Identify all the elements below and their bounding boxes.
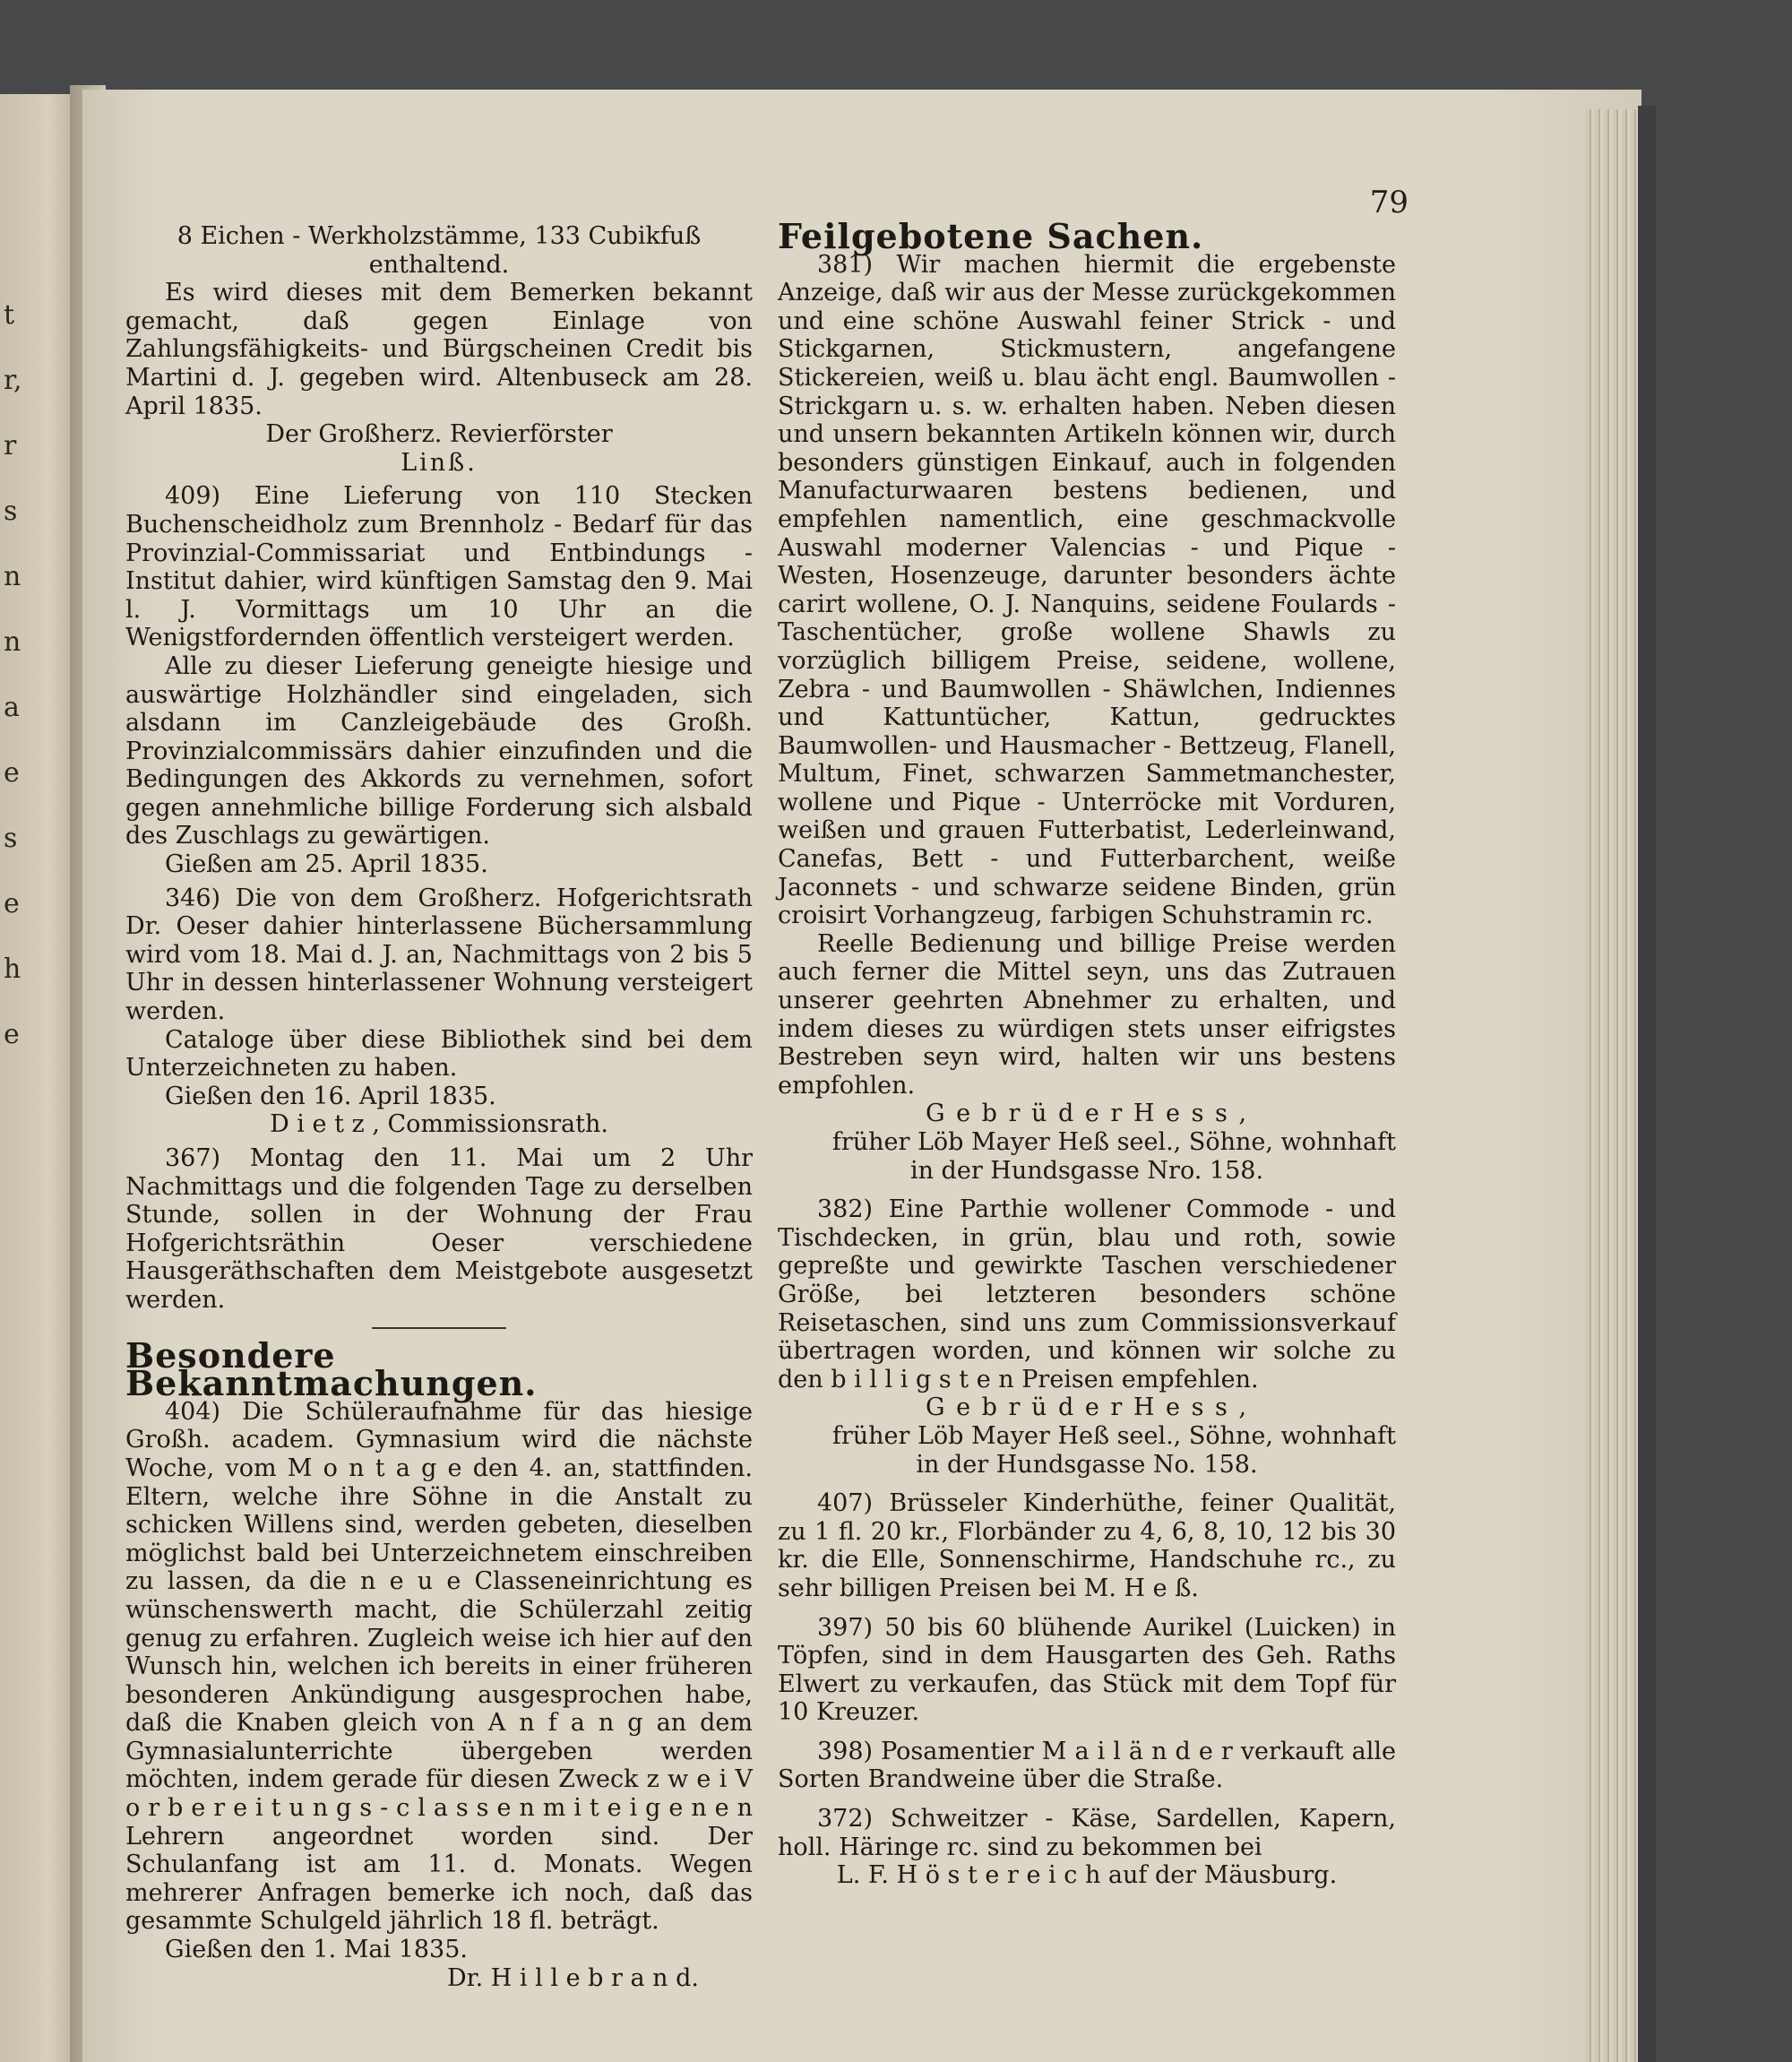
notice-397: 397) 50 bis 60 blühende Aurikel (Luicken) in Töpfen, sind in dem Hausgarten des Geh. Raths Elwert zu verkaufen, das Stück mit dem Topf für 10 Kreuzer.: [778, 1613, 1396, 1727]
notice-346-cont: Cataloge über diese Bibliothek sind bei dem Unterzeichneten zu haben.: [125, 1025, 753, 1083]
notice-404-signature: Dr. H i l l e b r a n d.: [447, 1963, 699, 1992]
notice-409: 409) Eine Lieferung von 110 Stecken Buchenscheidholz zum Brennholz - Bedarf für das Provinzial-Commissariat und Entbindungs - Institut dahier, wird künftigen Samstag den 9. Mai l. J. Vormittags um 10 Uhr an die Wenigstfordernden öffentlich versteigert werden.: [125, 482, 753, 652]
notice-381-cont: Reelle Bedienung und billige Preise werden auch ferner die Mittel seyn, uns das Zutrauen unserer geehrten Abnehmer zu erhalten, und indem dieses zu würdigen stets unser eifrigstes Bestreben seyn wird, halten wir uns bestens empfohlen.: [778, 929, 1396, 1100]
notice-372: 372) Schweitzer - Käse, Sardellen, Kapern, holl. Häringe rc. sind zu bekommen bei: [778, 1805, 1396, 1861]
left-signature-name: Linß.: [401, 448, 478, 477]
notice-346: 346) Die von dem Großherz. Hofgerichtsrath Dr. Oeser dahier hinterlassene Büchersammlung wird vom 18. Mai d. J. an, Nachmittags von 2 bis 5 Uhr in dessen hinterlassener Wohnung versteigert werden.: [125, 884, 753, 1026]
notice-372-signature: L. F. H ö s t e r e i c h auf der Mäusburg.: [836, 1861, 1338, 1890]
notice-404: 404) Die Schüleraufnahme für das hiesige Großh. academ. Gymnasium wird die nächste Woche, vom M o n t a g e den 4. an, stattfinden. Eltern, welche ihre Söhne in die Anstalt zu schicken Willens sind, werden gebeten, dieselben möglichst bald bei Unterzeichnetem einschreiben zu lassen, da die n e u e Classeneinrichtung es wünschenswerth macht, die Schülerzahl zeitig genug zu erfahren. Zugleich weise ich hier auf den Wunsch hin, welchen ich bereits in einer früheren besonderen Ankündigung ausgesprochen habe, daß die Knaben gleich von A n f a n g an dem Gymnasialunterrichte übergeben werden möchten, indem gerade für diesen Zweck z w e i V o r b e r e i t u n g s - c l a s s e n m i t e i g e n e n Lehrern angeordnet worden sind. Der Schulanfang ist am 11. d. Monats. Wegen mehrerer Anfragen bemerke ich noch, daß das gesammte Schulgeld jährlich 18 fl. beträgt.: [125, 1397, 753, 1936]
notice-382-signature-3: in der Hundsgasse No. 158.: [916, 1450, 1258, 1479]
notice-381-signature-3: in der Hundsgasse Nro. 158.: [909, 1156, 1264, 1185]
notice-407: 407) Brüsseler Kinderhüthe, feiner Qualität, zu 1 fl. 20 kr., Florbänder zu 4, 6, 8, 10, 12 bis 30 kr. die Elle, Sonnenschirme, Handschuhe rc., zu sehr billigen Preisen bei M. H e ß.: [778, 1489, 1396, 1602]
section-heading-besondere: Besondere Bekanntmachungen.: [125, 1334, 538, 1404]
section-heading-feilgebotene: Feilgebotene Sachen.: [778, 216, 1204, 256]
section-rule: [372, 1327, 506, 1329]
notice-381-signature-2: früher Löb Mayer Heß seel., Söhne, wohnhaft: [831, 1128, 1396, 1156]
notice-346-signature: D i e t z , Commissionsrath.: [270, 1110, 608, 1139]
notice-382-signature-1: G e b r ü d e r H e s s ,: [925, 1393, 1249, 1422]
notice-398: 398) Posamentier M a i l ä n d e r verkauft alle Sorten Brandweine über die Straße.: [778, 1737, 1396, 1794]
left-signature-title: Der Großherz. Revierförster: [265, 420, 613, 449]
page-number: 79: [1369, 185, 1409, 220]
notice-381: 381) Wir machen hiermit die ergebenste Anzeige, daß wir aus der Messe zurückgekommen und eine schöne Auswahl feiner Strick - und Stickgarnen, Stickmustern, angefangene Stickereien, weiß u. blau ächt engl. Baumwollen - Strickgarn u. s. w. erhalten haben. Neben diesen und unsern bekannten Artikeln können wir, durch besonders günstigen Einkauf, auch in folgenden Manufacturwaaren bestens bedienen, und empfehlen namentlich, eine geschmackvolle Auswahl moderner Valencias - und Pique - Westen, Hosenzeuge, darunter besonders ächte carirt wollene, O. J. Nanquins, seidene Foulards - Taschentücher, große wollene Shawls zu vorzüglich billigem Preise, seidene, wollene, Zebra - und Baumwollen - Shäwlchen, Indiennes und Kattuntücher, Kattun, gedrucktes Baumwollen- und Hausmacher - Bettzeug, Flanell, Multum, Finet, schwarzen Sammetmanchester, wollene und Pique - Unterröcke mit Vorduren, weißen und grauen Futterbatist, Lederleinwand, Canefas, Bett - und Futterbarchent, weiße Jaconnets - und schwarze seidene Binden, grün croisirt Vorhangzeug, farbigen Schuhstramin rc.: [778, 250, 1396, 930]
left-notice-altenbuseck: Es wird dieses mit dem Bemerken bekannt gemacht, daß gegen Einlage von Zahlungsfähigkeits- und Bürgscheinen Credit bis Martini d. J. gegeben wird. Altenbuseck am 28. April 1835.: [125, 279, 753, 420]
notice-381-signature-1: G e b r ü d e r H e s s ,: [925, 1100, 1249, 1128]
notice-409-cont: Alle zu dieser Lieferung geneigte hiesige und auswärtige Holzhändler sind eingeladen, sich alsdann im Canzleigebäude des Großh. Provinzialcommissärs dahier einzufinden und die Bedingungen des Akkords zu vernehmen, sofort gegen annehmliche billige Forderung sich alsbald des Zuschlags zu gewärtigen.: [125, 651, 753, 850]
previous-page-margin: t r, r s n n a e s e h e: [4, 299, 22, 1050]
notice-382-signature-2: früher Löb Mayer Heß seel., Söhne, wohnhaft: [831, 1421, 1396, 1450]
left-column: [125, 222, 753, 1992]
notice-382: 382) Eine Parthie wollener Commode - und Tischdecken, in grün, blau und roth, sowie gepreßte und gewirkte Taschen verschiedener Größe, bei letzteren besonders schöne Reisetaschen, sind uns zum Commissionsverkauf übertragen worden, und können wir solche zu den b i l l i g s t e n Preisen empfehlen.: [778, 1195, 1396, 1393]
right-column: [778, 216, 1396, 1890]
page-edges: [1586, 109, 1638, 2062]
notice-367: 367) Montag den 11. Mai um 2 Uhr Nachmittags und die folgenden Tage zu derselben Stunde, sollen in der Wohnung der Frau Hofgerichtsräthin Oeser verschiedene Hausgeräthschaften dem Meistgebote ausgesetzt werden.: [125, 1144, 753, 1314]
notice-409-date: Gießen am 25. April 1835.: [165, 850, 488, 879]
notice-346-date: Gießen den 16. April 1835.: [165, 1082, 496, 1110]
left-line-2: enthaltend.: [368, 250, 510, 279]
page-edge-shadow: [1638, 106, 1656, 2062]
notice-404-date: Gießen den 1. Mai 1835.: [165, 1936, 469, 1964]
left-line-1: 8 Eichen - Werkholzstämme, 133 Cubikfuß: [177, 222, 702, 250]
